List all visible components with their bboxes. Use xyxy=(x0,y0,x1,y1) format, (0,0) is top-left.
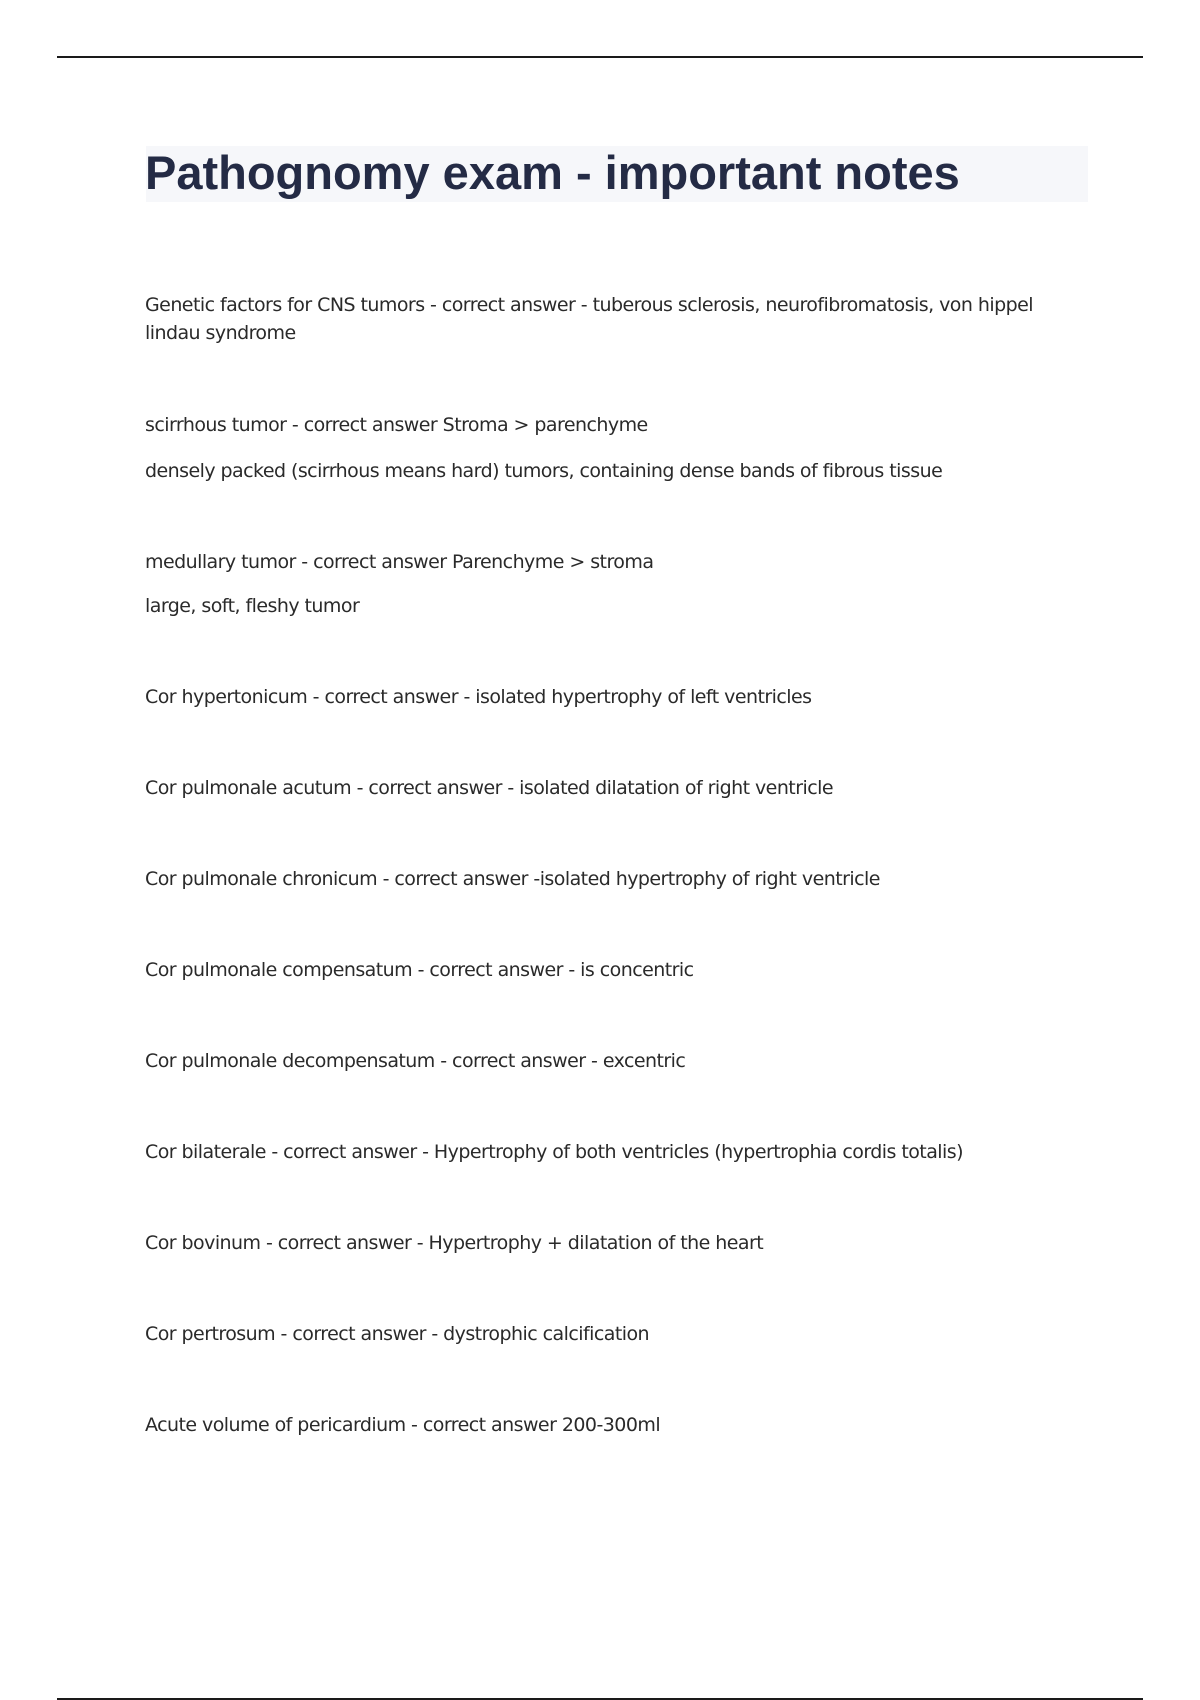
page-title: Pathognomy exam - important notes xyxy=(145,146,960,199)
note-entry-medullary-tumor: medullary tumor - correct answer Parenchyme > stroma xyxy=(145,551,654,573)
note-entry-cor-pulmonale-decompensatum: Cor pulmonale decompensatum - correct answer - excentric xyxy=(145,1050,686,1072)
note-entry-cor-pulmonale-compensatum: Cor pulmonale compensatum - correct answer - is concentric xyxy=(145,959,694,981)
note-entry-cor-hypertonicum: Cor hypertonicum - correct answer - isolated hypertrophy of left ventricles xyxy=(145,686,812,708)
note-entry-medullary-detail: large, soft, fleshy tumor xyxy=(145,595,360,617)
note-entry-cor-bovinum: Cor bovinum - correct answer - Hypertrophy + dilatation of the heart xyxy=(145,1232,764,1254)
note-entry-scirrhous-detail: densely packed (scirrhous means hard) tumors, containing dense bands of fibrous tissue xyxy=(145,460,943,482)
note-entry-pericardium-volume: Acute volume of pericardium - correct answer 200-300ml xyxy=(145,1414,661,1436)
note-entry-cor-pertrosum: Cor pertrosum - correct answer - dystrophic calcification xyxy=(145,1323,650,1345)
note-entry-cor-pulmonale-acutum: Cor pulmonale acutum - correct answer - isolated dilatation of right ventricle xyxy=(145,777,833,799)
note-entry-cor-pulmonale-chronicum: Cor pulmonale chronicum - correct answer -isolated hypertrophy of right ventricle xyxy=(145,868,880,890)
note-entry-scirrhous-tumor: scirrhous tumor - correct answer Stroma > parenchyme xyxy=(145,414,648,436)
top-rule xyxy=(57,56,1143,58)
note-entry-cor-bilaterale: Cor bilaterale - correct answer - Hypertrophy of both ventricles (hypertrophia cordis totalis) xyxy=(145,1141,963,1163)
note-entry-genetic-factors: Genetic factors for CNS tumors - correct answer - tuberous sclerosis, neurofibromatosis, von hippel lindau syndrome xyxy=(145,294,1033,344)
